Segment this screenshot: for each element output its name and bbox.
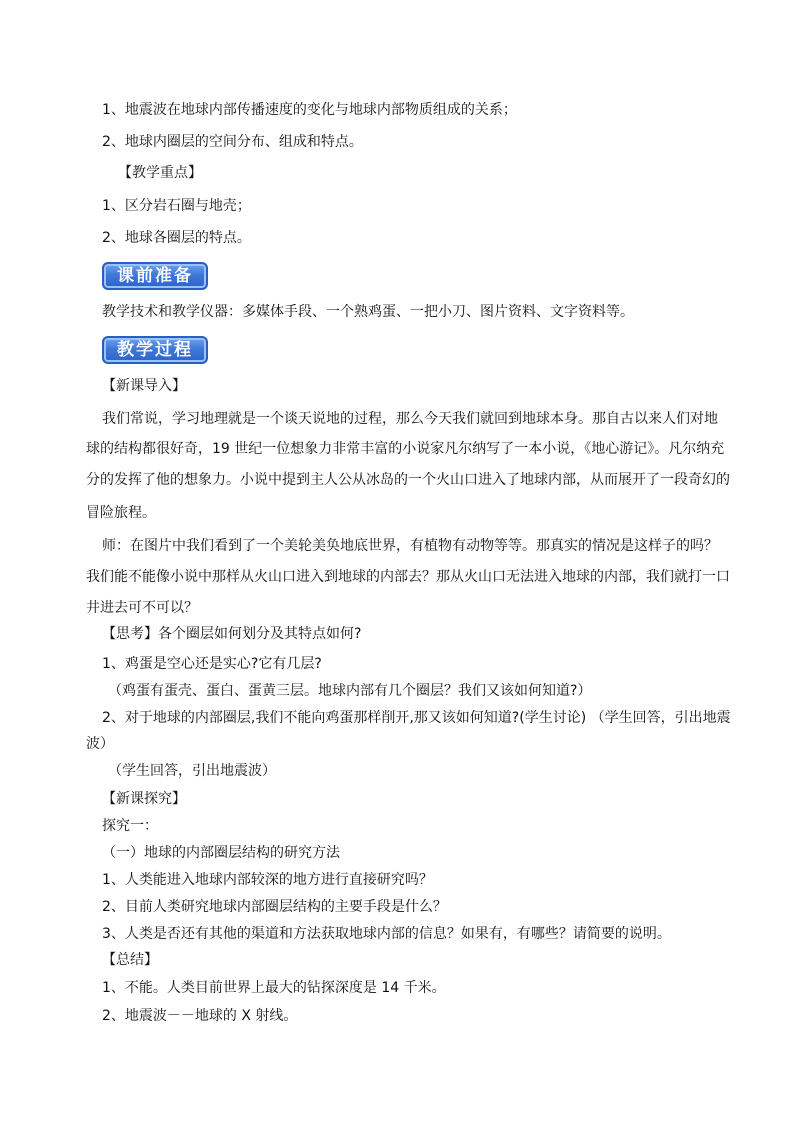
process-badge: 教学过程 (102, 336, 208, 364)
think-question-2: 2、对于地球的内部圈层,我们不能向鸡蛋那样削开,那又该如何知道?(学生讨论) （学生回答，引出地震 (102, 710, 731, 726)
intro-line: 球的结构都很好奇，19 世纪一位想象力非常丰富的小说家凡尔纳写了一本小说，《地心游记》。凡尔纳充 (86, 441, 725, 457)
explore-question: 1、人类能进入地球内部较深的地方进行直接研究吗？ (102, 872, 433, 888)
objective-1: 1、地震波在地球内部传播速度的变化与地球内部物质组成的关系； (102, 102, 517, 118)
think-question-1: 1、鸡蛋是空心还是实心?它有几层? (102, 656, 322, 672)
intro-line: 我们常说，学习地理就是一个谈天说地的过程，那么今天我们就回到地球本身。那自古以来人们对地 (102, 411, 718, 427)
key-point-1: 1、区分岩石圈与地壳； (102, 198, 251, 214)
think-heading: 【思考】各个圈层如何划分及其特点如何? (102, 626, 362, 642)
explore-question: 2、目前人类研究地球内部圈层结构的主要手段是什么？ (102, 899, 447, 915)
teacher-line: 师：在图片中我们看到了一个美轮美奂地底世界，有植物有动物等等。那真实的情况是这样子的吗？ (102, 538, 718, 554)
objective-2: 2、地球内圈层的空间分布、组成和特点。 (102, 134, 363, 150)
think-question-2: 波） (86, 736, 114, 752)
think-answer-1: （鸡蛋有蛋壳、蛋白、蛋黄三层。地球内部有几个圈层？我们又该如何知道?） (108, 683, 592, 699)
summary-item: 1、不能。人类目前世界上最大的钻探深度是 14 千米。 (102, 980, 446, 996)
key-points-heading: 【教学重点】 (118, 165, 202, 181)
prep-badge: 课前准备 (102, 262, 208, 290)
intro-line: 分的发挥了他的想象力。小说中提到主人公从冰岛的一个火山口进入了地球内部，从而展开了一段奇幻的 (86, 472, 730, 488)
intro-heading: 【新课导入】 (102, 378, 186, 394)
explore-label: 探究一： (102, 818, 158, 834)
key-point-2: 2、地球各圈层的特点。 (102, 230, 251, 246)
summary-heading: 【总结】 (102, 952, 158, 968)
explore-question: 3、人类是否还有其他的渠道和方法获取地球内部的信息？如果有，有哪些？请简要的说明。 (102, 926, 671, 942)
prep-text: 教学技术和教学仪器：多媒体手段、一个熟鸡蛋、一把小刀、图片资料、文字资料等。 (102, 304, 634, 320)
teacher-line: 井进去可不可以？ (86, 600, 198, 616)
summary-item: 2、地震波－－地球的 X 射线。 (102, 1008, 298, 1024)
explore-heading: 【新课探究】 (102, 791, 186, 807)
think-answer-2: （学生回答，引出地震波） (108, 763, 276, 779)
explore-subheading: （一）地球的内部圈层结构的研究方法 (102, 845, 340, 861)
teacher-line: 我们能不能像小说中那样从火山口进入到地球的内部去？那从火山口无法进入地球的内部，我们就打一口 (86, 569, 730, 585)
intro-line: 冒险旅程。 (86, 505, 156, 521)
